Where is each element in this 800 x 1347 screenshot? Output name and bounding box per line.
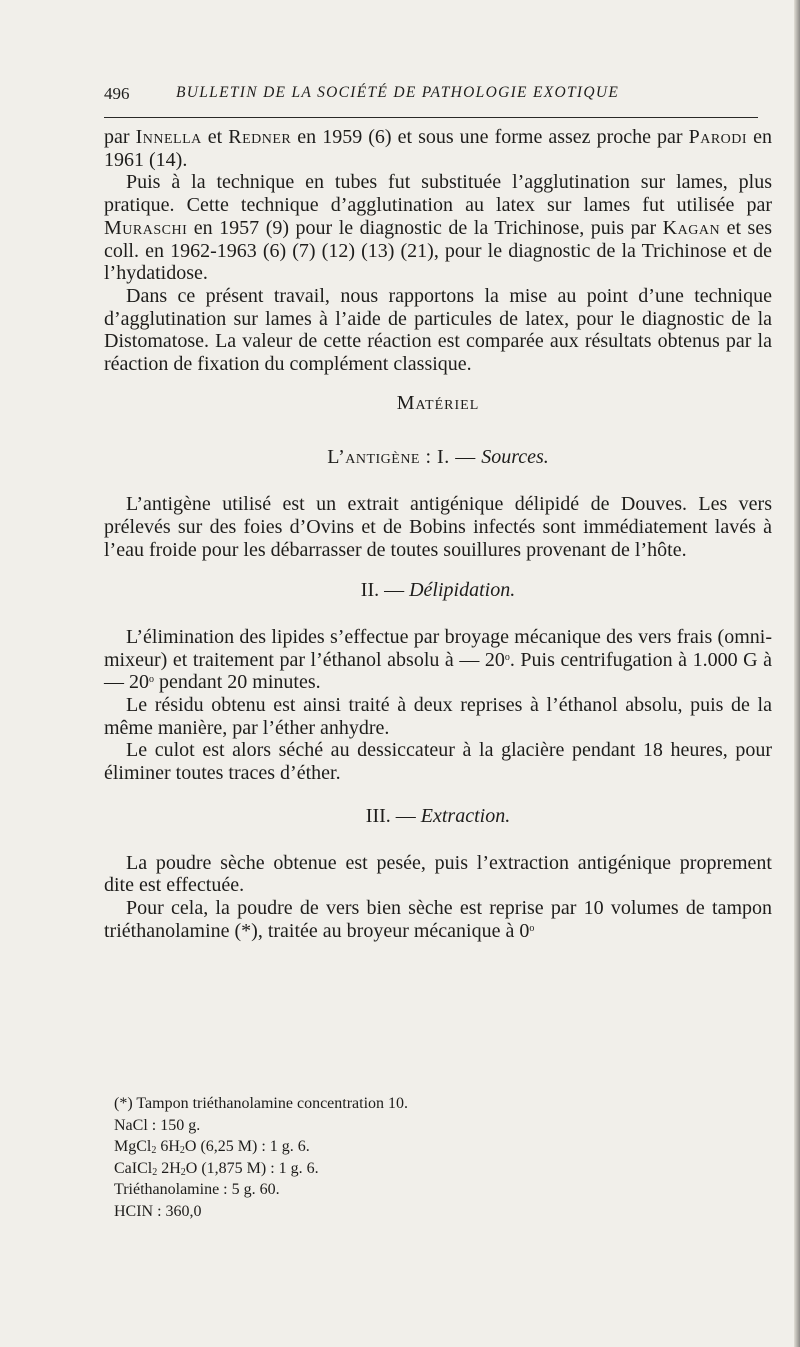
paragraph-5: L’élimination des lipides s’effectue par broyage mécanique des vers frais (omni-mixeur) et traitement par l’éthanol absolu à — 20$^o$. Puis centrifugation à 1.000 G à — 20$^o$ pendant 20 minutes.: [104, 625, 772, 694]
paragraph-4: L’antigène utilisé est un extrait antigénique délipidé de Douves. Les vers prélevés sur des foies d’Ovins et de Bobins infectés sont immédiatement lavés à l’eau froide pour les débarrasser de toutes souillures provenant de l’hôte.: [104, 493, 772, 561]
article-body: [104, 126, 772, 942]
footnote-line: MgCl$_2$ $6H_2O$ (6,25 M) : 1 g. 6.: [114, 1138, 310, 1156]
paragraph-1: par Innella et Redner en 1959 (6) et sous une forme assez proche par Parodi en 1961 (14).: [104, 126, 772, 171]
footnote: [114, 1093, 614, 1222]
paragraph-3: Dans ce présent travail, nous rapportons la mise au point d’une technique d’agglutination sur lames à l’aide de particules de latex, pour le diagnostic de la Distomatose. La valeur de cette réaction est comparée aux résultats obtenus par la réaction de fixation du complément classique.: [104, 284, 772, 376]
footnote-line: (*) Tampon triéthanolamine concentration 10.: [114, 1095, 409, 1112]
author-parodi: Parodi: [688, 126, 748, 148]
author-muraschi: Muraschi: [104, 216, 188, 239]
running-header: [104, 84, 754, 112]
section-heading-materiel: Matériel: [396, 391, 480, 414]
author-redner: Redner: [228, 126, 292, 148]
subheading-delipidation: II. — Délipidation.: [360, 579, 516, 602]
paragraph-2: Puis à la technique en tubes fut substituée l’agglutination sur lames, plus pratique. Cette technique d’agglutination au latex sur lames fut utilisée par Muraschi en 1957 (9) pour le diagnostic de la Trichinose, puis par Kagan et ses coll. en 1962-1963 (6) (7) (12) (13) (21), pour le diagnostic de la Trichinose et de l’hydatidose.: [104, 171, 772, 285]
paragraph-8: La poudre sèche obtenue est pesée, puis l’extraction antigénique proprement dite est effectuée.: [104, 851, 772, 897]
footnote-line: NaCl : 150 g.: [114, 1116, 201, 1134]
header-rule: [104, 117, 758, 118]
subheading-extraction: III. — Extraction.: [365, 804, 511, 827]
footnote-line: CaICl$_2$ $2H_2O$ (1,875 M) : 1 g. 6.: [114, 1159, 319, 1178]
footnote-line: Triéthanolamine : 5 g. 60.: [114, 1181, 280, 1198]
author-innella: Innella: [135, 126, 202, 148]
paragraph-9: Pour cela, la poudre de vers bien sèche est reprise par 10 volumes de tampon triéthanolamine (*), traitée au broyeur mécanique à 0$^o$: [104, 896, 772, 942]
author-kagan: Kagan: [662, 216, 721, 239]
footnote-line: HCIN : 360,0: [114, 1202, 202, 1220]
page-edge-shadow: [794, 0, 800, 1347]
paragraph-6: Le résidu obtenu est ainsi traité à deux reprises à l’éthanol absolu, puis de la même manière, par l’éther anhydre.: [104, 694, 772, 739]
journal-title: BULLETIN DE LA SOCIÉTÉ DE PATHOLOGIE EXOTIQUE: [176, 84, 620, 101]
page-number: 496: [104, 84, 130, 103]
paragraph-7: Le culot est alors séché au dessiccateur à la glacière pendant 18 heures, pour éliminer toutes traces d’éther.: [104, 739, 772, 785]
subheading-sources: L’antigène : I. — Sources.: [327, 446, 549, 469]
